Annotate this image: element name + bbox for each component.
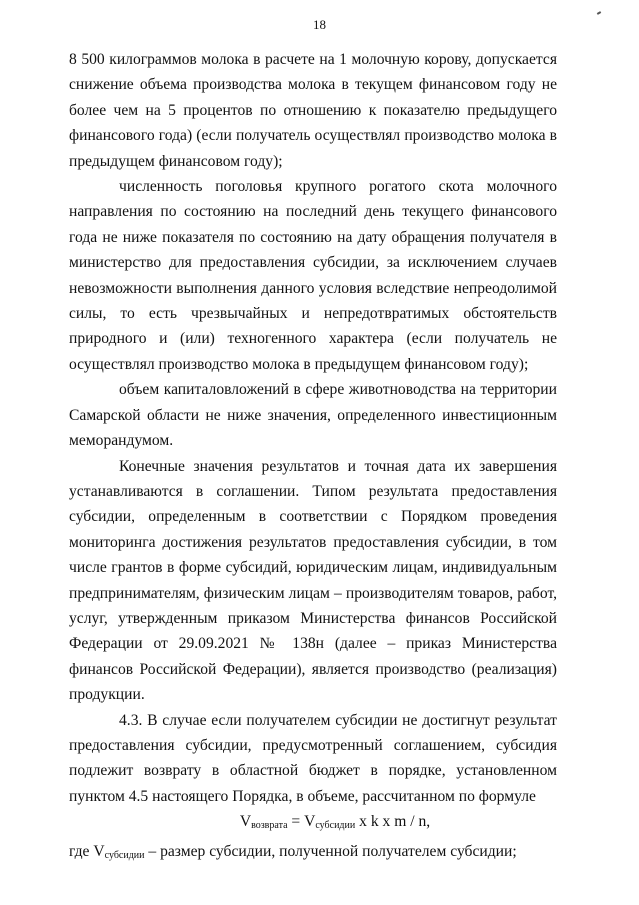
formula-v-return-subscript: возврата [251, 820, 288, 832]
definition-prefix: где V [69, 842, 105, 860]
paragraph-4: Конечные значения результатов и точная дата их завершения устанавливаются в соглашении. Типом результата предоставления субсидии, определенным в соответствии с Порядком проведения мониторинга достижения результатов предоставления субсидии, в том числе грантов в форме субсидий, юридическим лицам, индивидуальным предпринимателям, физическим лицам – производителям товаров, работ, услуг, утвержденным приказом Министерства финансов Российской Федерации от 29.09.2021 № 138н (далее – приказ Министерства финансов Российской Федерации), является производство (реализация) продукции. [69, 457, 557, 704]
definition-subscript: субсидии [104, 849, 145, 861]
scan-artifact [597, 11, 601, 15]
formula-equals: = [287, 813, 305, 831]
formula-v-subsidy-subscript: субсидии [315, 820, 356, 832]
formula-rest: x k x m / n, [355, 813, 431, 831]
page-number: 18 [313, 17, 326, 32]
definition-line [69, 839, 557, 868]
paragraph-3: объем капиталовложений в сфере животноводства на территории Самарской области не ниже значения, определенного инвестиционным меморандумом. [69, 381, 557, 450]
formula-v-return: V [239, 813, 252, 831]
definition-text: – размер субсидии, полученной получателем субсидии; [144, 842, 517, 860]
document-body [69, 47, 557, 868]
formula-v-subsidy: V [304, 813, 316, 831]
paragraph-5: 4.3. В случае если получателем субсидии не достигнут результат предоставления субсидии, предусмотренный соглашением, субсидия подлежит возврату в областной бюджет в порядке, установленном пунктом 4.5 настоящего Порядка, в объеме, рассчитанном по формуле [69, 711, 557, 805]
formula [69, 809, 557, 838]
paragraph-1: 8 500 килограммов молока в расчете на 1 молочную корову, допускается снижение объема производства молока в текущем финансовом году не более чем на 5 процентов по отношению к показателю предыдущего финансового года) (если получатель осуществлял производство молока в предыдущем финансовом году); [69, 51, 557, 170]
paragraph-2: численность поголовья крупного рогатого скота молочного направления по состоянию на последний день текущего финансового года не ниже показателя по состоянию на дату обращения получателя в министерство для предоставления субсидии, за исключением случаев невозможности выполнения данного условия вследствие непреодолимой силы, то есть чрезвычайных и непредотвратимых обстоятельств природного и (или) техногенного характера (если получатель не осуществлял производство молока в предыдущем финансовом году); [69, 178, 557, 373]
